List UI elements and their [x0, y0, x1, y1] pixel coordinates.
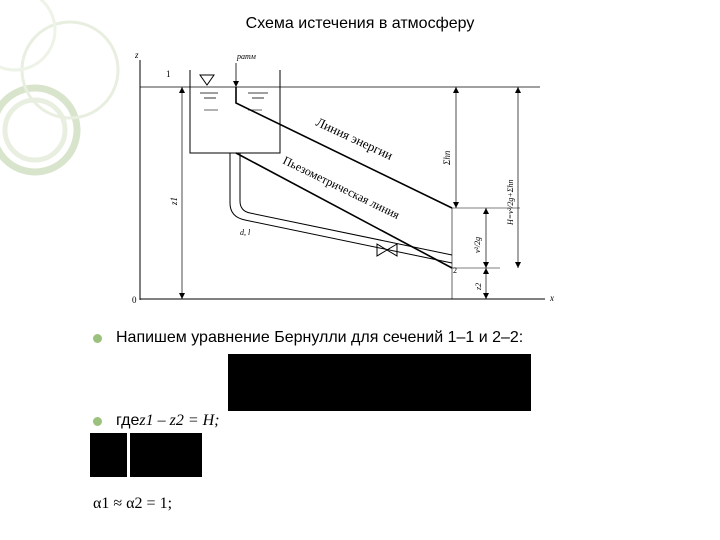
z2-label: z2	[474, 282, 483, 290]
bullet-text: Напишем уравнение Бернулли для сечений 1–1 и 2–2:	[116, 329, 524, 346]
pipe-label: d, l	[240, 228, 251, 237]
flow-diagram	[130, 45, 560, 310]
bullet-icon	[93, 334, 102, 343]
redacted-equation-block	[228, 354, 531, 411]
z1-label: z1	[169, 196, 179, 205]
bullet-bernoulli	[93, 329, 523, 347]
redacted-formula-block	[90, 433, 127, 477]
piezometric-line	[236, 153, 452, 268]
bullet-prefix: где	[116, 412, 140, 429]
slide-title: Схема истечения в атмосферу	[245, 15, 475, 32]
section-1-label: 1	[166, 69, 171, 79]
free-surface-icon	[200, 75, 214, 85]
velocity-head-label: v²/2g	[473, 236, 482, 253]
h-total-label: H=v²/2g+Σhп	[506, 179, 515, 225]
x-axis-label: x	[550, 293, 554, 303]
loss-label: Σhп	[442, 150, 452, 165]
piezo-line-label: Пьезометрическая линия	[280, 153, 402, 222]
p-atm-label: pатм	[237, 52, 256, 61]
redacted-formula-block	[130, 433, 202, 477]
energy-line-label: Линия энергии	[313, 114, 396, 163]
z-axis-label: z	[135, 50, 139, 60]
valve-icon	[377, 244, 387, 256]
bullet-icon	[93, 417, 102, 426]
z-difference-formula: z1 – z2 = H;	[139, 412, 220, 429]
bullet-where	[93, 412, 220, 430]
pipe-wall-inner	[240, 153, 452, 255]
section-2-label: 2	[453, 266, 457, 275]
origin-label: 0	[132, 295, 137, 305]
alpha-coefficients: α1 ≈ α2 = 1;	[93, 495, 173, 512]
